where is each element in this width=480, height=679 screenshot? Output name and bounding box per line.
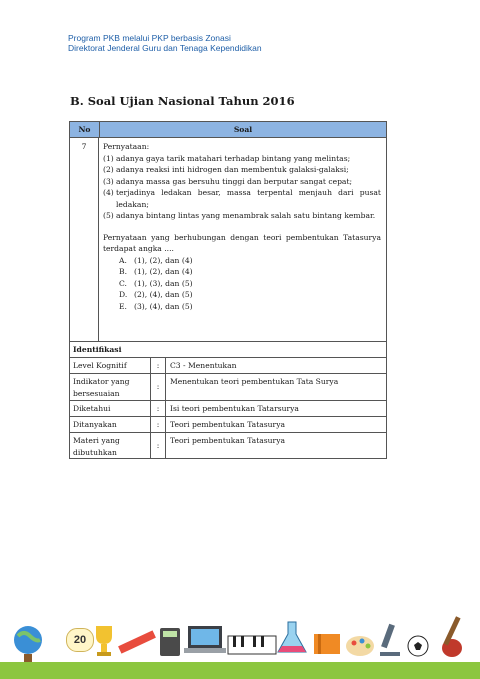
ident-separator: :	[151, 433, 166, 458]
exam-table	[69, 121, 387, 459]
guitar-icon	[442, 616, 462, 657]
option-letter: E.	[119, 301, 127, 311]
flask-icon	[278, 622, 306, 652]
answer-option	[103, 255, 381, 267]
ident-row-known	[70, 401, 386, 417]
ident-value: Isi teori pembentukan Tatarsurya	[170, 404, 299, 413]
palette-icon	[346, 636, 374, 656]
statement-item	[103, 153, 381, 165]
piano-keys-icon	[228, 636, 276, 654]
statement-item	[103, 210, 381, 222]
ident-key: Ditanyakan	[70, 417, 151, 432]
statement-text: adanya massa gas bersuhu tinggi dan berputar sangat cepat;	[116, 176, 353, 186]
trophy-icon	[96, 626, 112, 656]
statement-heading: Pernyataan:	[103, 142, 150, 151]
question-text: Pernyataan yang berhubungan dengan teori pembentukan Tatasurya terdapat angka ....	[103, 232, 381, 253]
header-directorate: Direktorat Jenderal Guru dan Tenaga Kependidikan	[68, 43, 262, 53]
section-title: B. Soal Ujian Nasional Tahun 2016	[70, 94, 295, 108]
statement-item	[103, 176, 381, 188]
statement-text: adanya reaksi inti hidrogen dan membentuk galaksi-galaksi;	[116, 165, 349, 174]
calculator-icon	[160, 628, 180, 656]
ident-row-indicator	[70, 374, 386, 401]
ident-value: Teori pembentukan Tatasurya	[170, 436, 286, 445]
option-letter: B.	[119, 267, 127, 276]
identification-heading: Identifikasi	[70, 342, 386, 358]
option-text: (1), (3), dan (5)	[134, 278, 193, 288]
question-row	[70, 138, 386, 342]
globe-icon	[14, 626, 42, 662]
ident-value: C3 - Menentukan	[170, 361, 237, 370]
ident-row-asked	[70, 417, 386, 433]
statement-number: (2)	[103, 165, 114, 174]
ident-separator: :	[151, 417, 166, 432]
table-header	[70, 122, 386, 138]
column-soal-header: Soal	[233, 124, 253, 134]
option-letter: D.	[119, 290, 128, 299]
statement-item	[103, 187, 381, 210]
ident-key: Diketahui	[70, 401, 151, 416]
option-text: (1), (2), dan (4)	[134, 255, 193, 265]
ident-row-level	[70, 358, 386, 374]
ident-key: Materi yang dibutuhkan	[70, 433, 151, 458]
ident-separator: :	[151, 374, 166, 400]
soccer-ball-icon	[408, 636, 428, 656]
statement-number: (3)	[103, 176, 114, 186]
laptop-icon	[184, 626, 226, 653]
statement-number: (5)	[103, 211, 114, 220]
answer-option	[103, 301, 381, 313]
option-text: (3), (4), dan (5)	[134, 301, 193, 311]
ident-separator: :	[151, 358, 166, 373]
statement-text: adanya gaya tarik matahari terhadap bintang yang melintas;	[116, 153, 351, 163]
question-body	[99, 138, 386, 341]
statement-number: (4)	[103, 188, 114, 197]
statement-text: terjadinya ledakan besar, massa terpental menjauh dari pusat ledakan;	[116, 188, 381, 209]
ident-key: Level Kognitif	[70, 358, 151, 373]
option-letter: C.	[119, 278, 127, 288]
column-no-header: No	[70, 122, 100, 137]
ident-separator: :	[151, 401, 166, 416]
statement-item	[103, 164, 381, 176]
grass-strip	[0, 662, 480, 679]
header-program-title: Program PKB melalui PKP berbasis Zonasi	[68, 33, 231, 43]
ident-row-material	[70, 433, 386, 458]
ident-key: Indikator yang bersesuaian	[70, 374, 151, 400]
answer-option	[103, 278, 381, 290]
book-icon	[314, 634, 340, 654]
statement-number: (1)	[103, 153, 114, 163]
ruler-icon	[118, 630, 156, 653]
ident-value: Menentukan teori pembentukan Tata Surya	[170, 377, 339, 386]
question-number: 7	[70, 138, 99, 341]
answer-option	[103, 266, 381, 278]
statement-text: adanya bintang lintas yang menambrak salah satu bintang kembar.	[116, 211, 376, 220]
answer-option	[103, 289, 381, 301]
ident-value: Teori pembentukan Tatasurya	[170, 420, 286, 429]
microscope-icon	[380, 624, 400, 656]
page-number: 20	[66, 628, 94, 652]
option-text: (1), (2), dan (4)	[134, 267, 193, 276]
option-text: (2), (4), dan (5)	[134, 290, 193, 299]
option-letter: A.	[119, 255, 127, 265]
